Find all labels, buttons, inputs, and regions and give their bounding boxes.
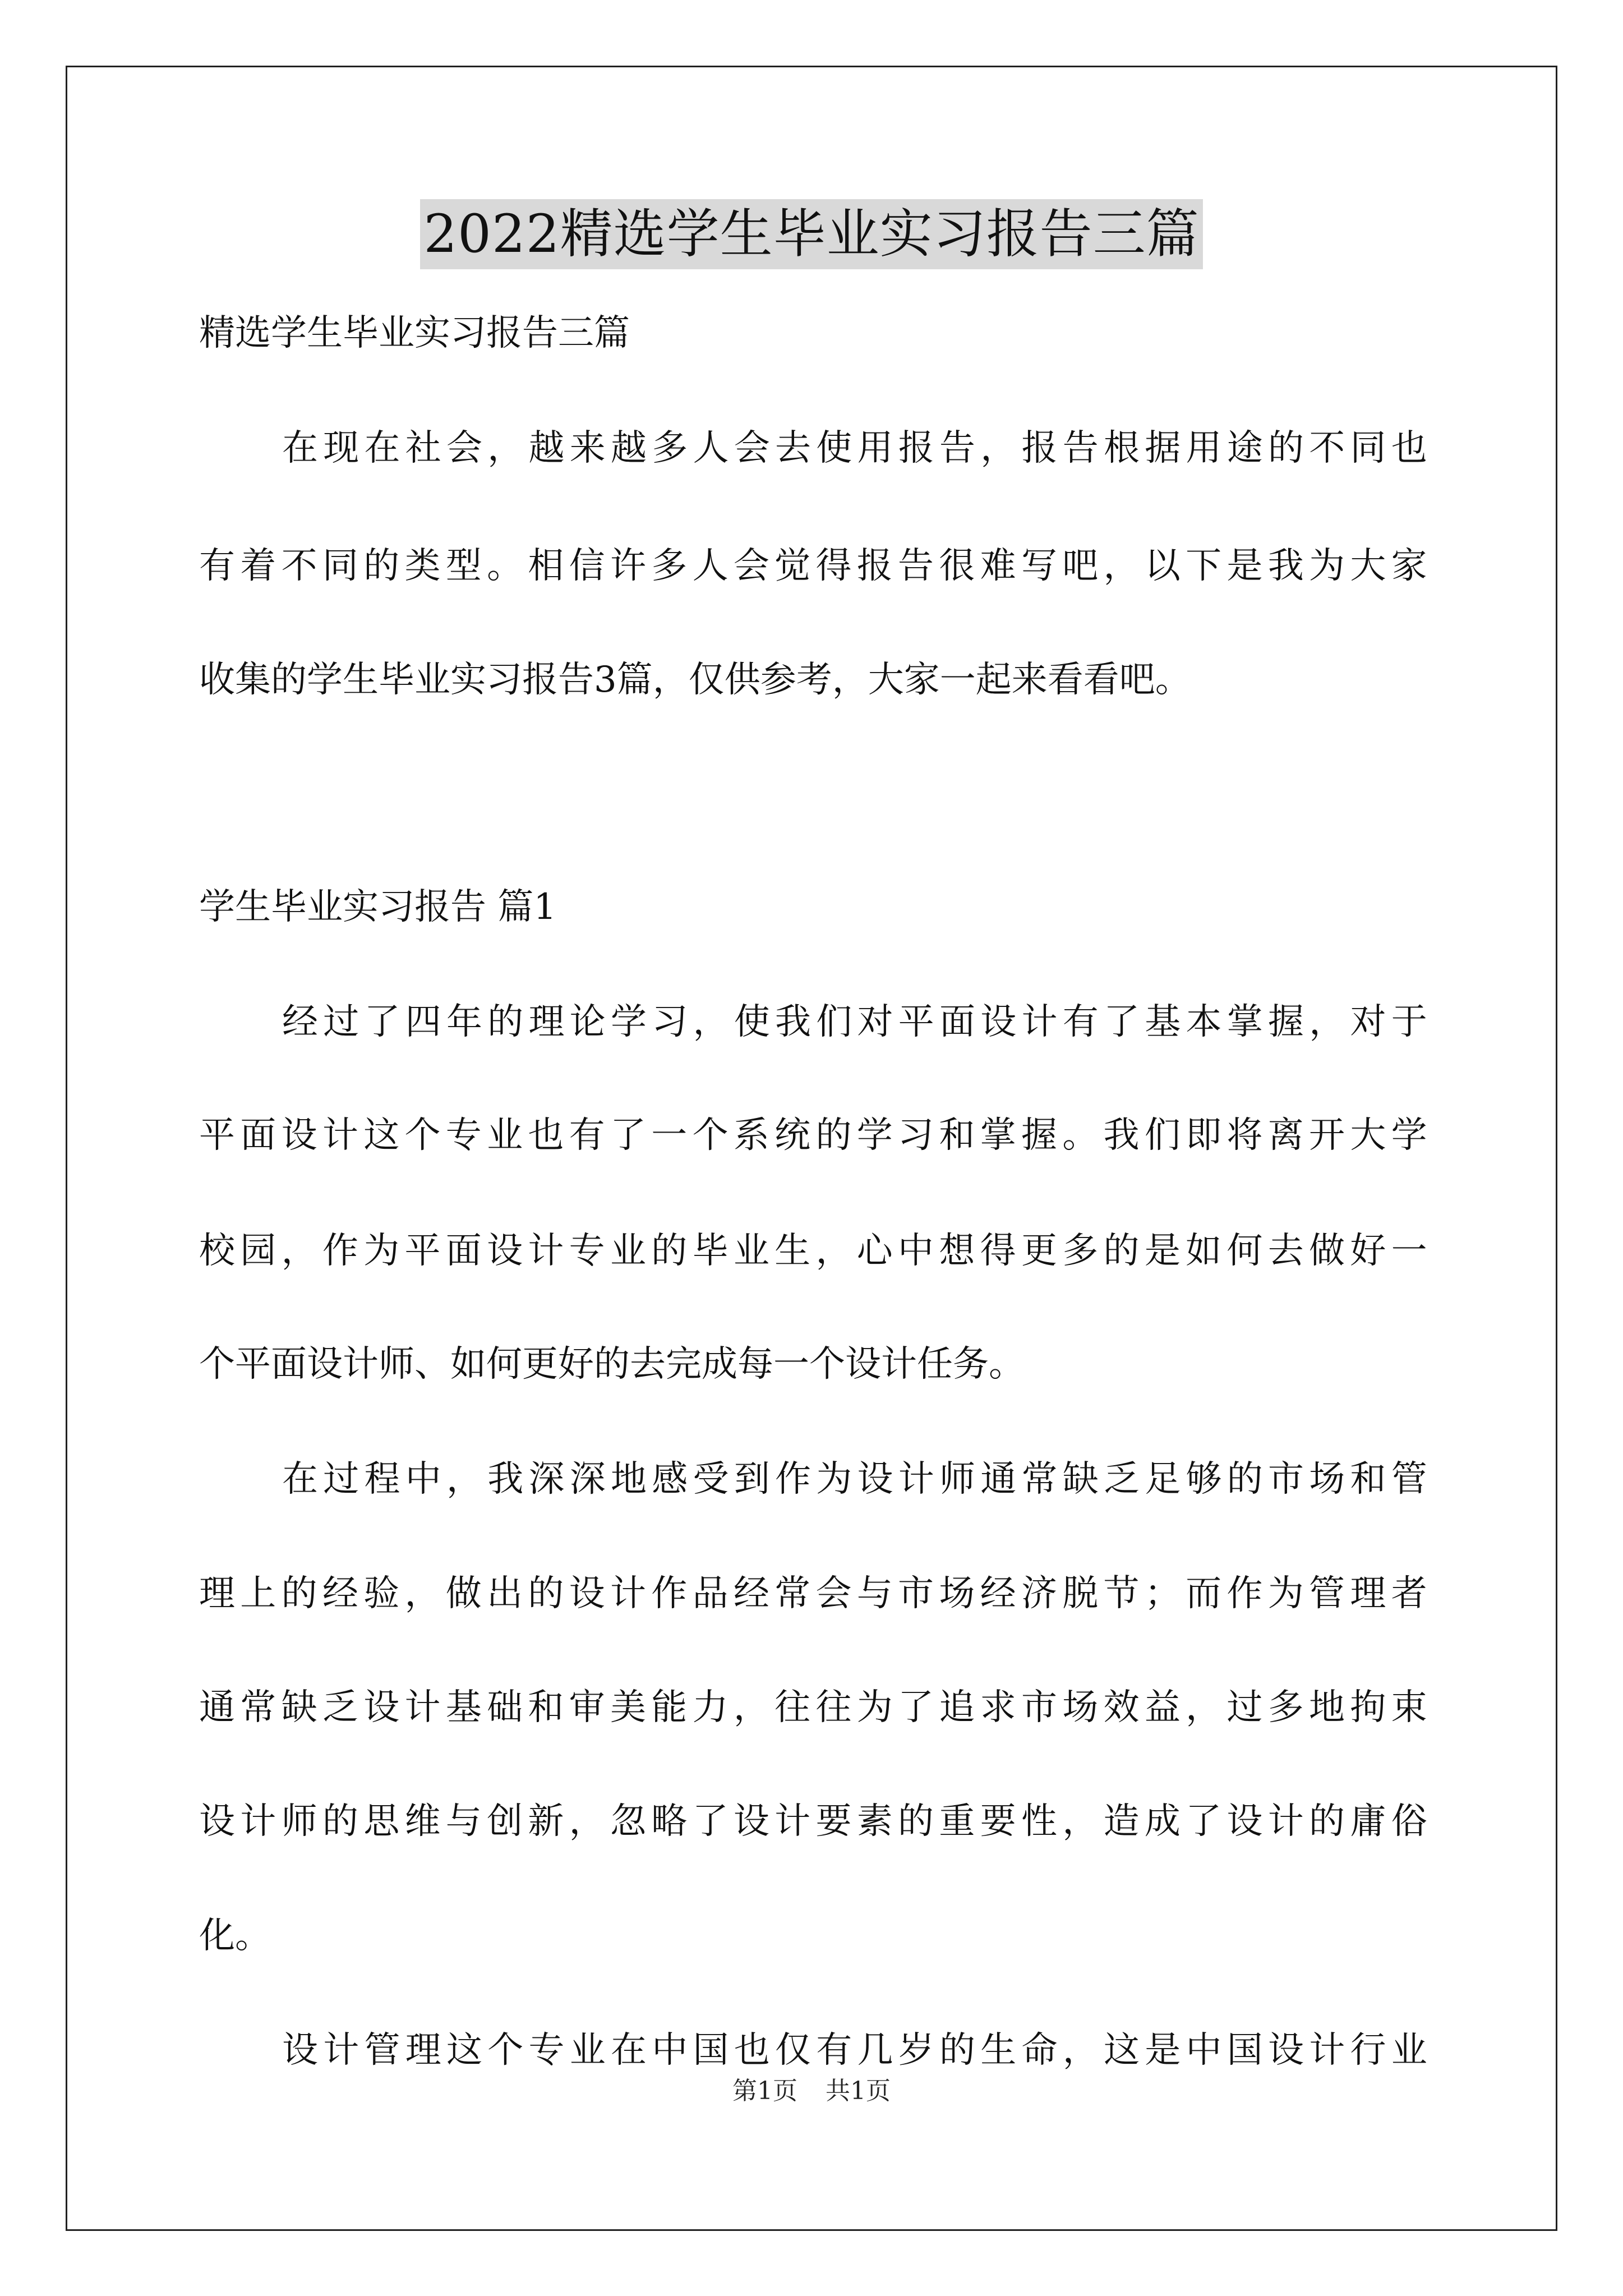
paragraph1-line: 经 过 了 四 年 的 理 论 学 习 ， 使 我 们 对 平 面 设 计 有 了 基 本 掌 握 ， 对 于 — [282, 1001, 1427, 1043]
paragraph1-line: 平 面 设 计 这 个 专 业 也 有 了 一 个 系 统 的 学 习 和 掌 握 。 我 们 即 将 离 开 大 学 — [199, 1115, 1427, 1156]
intro-line: 收集的学生毕业实习报告3篇，仅供参考，大家一起来看看吧。 — [199, 659, 1191, 701]
intro-line: 有 着 不 同 的 类 型 。 相 信 许 多 人 会 觉 得 报 告 很 难 写 吧 ， 以 下 是 我 为 大 家 — [199, 545, 1427, 587]
total-pages: 共1页 — [826, 2077, 891, 2105]
paragraph2-line: 理 上 的 经 验 ， 做 出 的 设 计 作 品 经 常 会 与 市 场 经 济 脱 节 ； 而 作 为 管 理 者 — [199, 1573, 1427, 1614]
paragraph2-line: 在 过 程 中 ， 我 深 深 地 感 受 到 作 为 设 计 师 通 常 缺 乏 足 够 的 市 场 和 管 — [282, 1458, 1427, 1500]
intro-line: 在 现 在 社 会 ， 越 来 越 多 人 会 去 使 用 报 告 ， 报 告 根 据 用 途 的 不 同 也 — [282, 427, 1427, 469]
paragraph1-line: 校 园 ， 作 为 平 面 设 计 专 业 的 毕 业 生 ， 心 中 想 得 更 多 的 是 如 何 去 做 好 一 — [199, 1230, 1427, 1272]
paragraph2-line: 化。 — [199, 1915, 271, 1957]
page-number: 第1页 — [732, 2077, 797, 2105]
section-heading: 学生毕业实习报告 篇1 — [199, 886, 557, 928]
title-container — [0, 199, 1623, 269]
subtitle: 精选学生毕业实习报告三篇 — [199, 312, 630, 354]
paragraph2-line: 通 常 缺 乏 设 计 基 础 和 审 美 能 力 ， 往 往 为 了 追 求 市 场 效 益 ， 过 多 地 拘 束 — [199, 1687, 1427, 1728]
paragraph3-line: 设 计 管 理 这 个 专 业 在 中 国 也 仅 有 几 岁 的 生 命 ， 这 是 中 国 设 计 行 业 — [282, 2030, 1427, 2071]
paragraph2-line: 设 计 师 的 思 维 与 创 新 ， 忽 略 了 设 计 要 素 的 重 要 性 ， 造 成 了 设 计 的 庸 俗 — [199, 1801, 1427, 1842]
document-title: 2022精选学生毕业实习报告三篇 — [420, 199, 1202, 269]
page-footer — [0, 2074, 1623, 2108]
paragraph1-line: 个平面设计师、如何更好的去完成每一个设计任务。 — [199, 1343, 1025, 1385]
